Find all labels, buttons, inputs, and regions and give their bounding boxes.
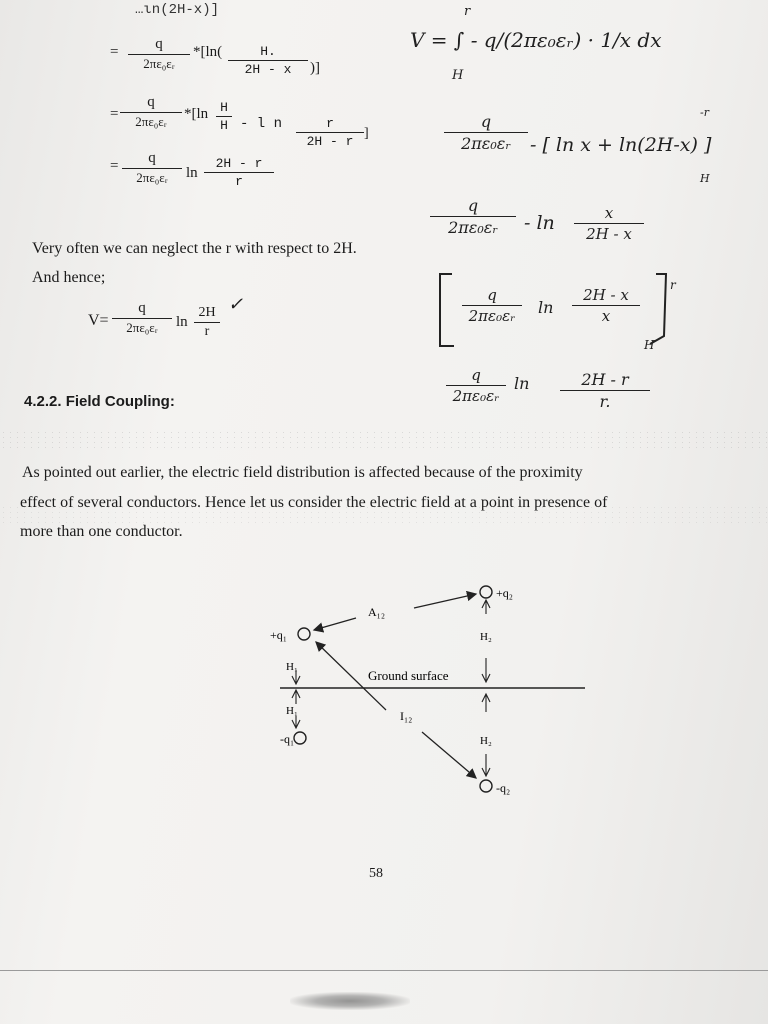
fraction-bar xyxy=(122,168,182,169)
paragraph-line-1: As pointed out earlier, the electric field distribution is affected because of the proximity xyxy=(22,464,583,481)
conductor-2-positive xyxy=(480,586,492,598)
i12-lower-arrow xyxy=(422,732,476,778)
fraction-bar xyxy=(444,132,528,133)
equation-1-coefficient-numerator: q xyxy=(155,36,163,52)
equation-3-coefficient-numerator: q xyxy=(148,150,156,166)
equation-2-equals: = xyxy=(110,106,119,122)
handwritten-step-3-argument xyxy=(572,286,640,325)
h1-bottom-arrow-down-icon xyxy=(292,716,300,728)
a12-left-arrow xyxy=(314,618,356,630)
handwritten-step-4-argument xyxy=(560,370,650,411)
final-equation-argument-denominator: r xyxy=(204,324,210,339)
fraction-bar xyxy=(446,385,506,386)
equation-1-coefficient-denominator: 2πε₀εᵣ xyxy=(143,56,175,71)
handwritten-step-1-coefficient xyxy=(444,112,528,153)
h2-top-arrow-up-icon xyxy=(482,600,490,614)
h2-top-label: H₂ xyxy=(480,631,492,643)
equation-2-minus-ln: - l n xyxy=(240,116,283,132)
conductor-2-positive-label: +q₂ xyxy=(496,586,513,600)
left-bracket xyxy=(440,274,454,346)
equation-2-r-denominator: 2H - r xyxy=(306,134,354,149)
handwritten-step-4-numerator: q xyxy=(471,366,481,384)
equation-2-r-fraction xyxy=(296,116,364,149)
final-equation-coefficient-numerator: q xyxy=(138,300,146,316)
handwritten-step-4-argument-denominator: r. xyxy=(599,392,611,411)
fraction-bar xyxy=(128,54,190,55)
handwritten-step-1-bracket: - [ ln x + ln(2H-x) ] xyxy=(530,134,712,156)
equation-2-coefficient-denominator: 2πε₀εᵣ xyxy=(135,114,167,129)
handwritten-integral-upper-limit: r xyxy=(464,4,471,19)
handwritten-step-3-argument-denominator: x xyxy=(601,307,611,325)
h2-bottom-label: H₂ xyxy=(480,735,492,747)
handwritten-step-2-denominator: 2πε₀εᵣ xyxy=(448,218,498,237)
section-heading: 4.2.2. Field Coupling: xyxy=(24,393,175,410)
fraction-bar xyxy=(560,390,650,391)
handwritten-integral: V = ∫ - q/(2πε₀εᵣ) · 1/x dx xyxy=(410,28,662,52)
handwritten-step-3-ln: ln xyxy=(538,298,554,317)
equation-2-h-fraction xyxy=(216,100,232,133)
fraction-bar xyxy=(204,172,274,173)
equation-3-coefficient xyxy=(122,150,182,186)
field-coupling-diagram xyxy=(240,578,600,808)
paragraph-line-2: effect of several conductors. Hence let us consider the electric field at a point in presence of xyxy=(20,494,608,511)
equation-1-equals: = xyxy=(110,44,119,60)
fraction-bar xyxy=(574,223,644,224)
conductor-1-positive-label: +q₁ xyxy=(270,628,287,642)
equation-3-equals: = xyxy=(110,158,119,174)
h1-bottom-arrow-up-icon xyxy=(292,690,300,704)
equation-2-coefficient-numerator: q xyxy=(147,94,155,110)
conductor-2-negative-label: -q₂ xyxy=(496,781,511,795)
handwritten-step-4-denominator: 2πε₀εᵣ xyxy=(452,387,500,405)
final-equation-argument-numerator: 2H xyxy=(198,305,216,320)
handwritten-step-2-ln: - ln xyxy=(524,212,555,234)
final-equation-coefficient-denominator: 2πε₀εᵣ xyxy=(126,320,158,335)
fraction-bar xyxy=(228,60,308,61)
scan-footer-line xyxy=(0,970,768,971)
h1-bottom-label: H₁ xyxy=(286,705,298,717)
h1-top-label: H₁ xyxy=(286,661,298,673)
handwritten-step-4-coefficient xyxy=(446,366,506,405)
equation-3-coefficient-denominator: 2πε₀εᵣ xyxy=(136,170,168,185)
a12-label: A₁₂ xyxy=(368,605,386,619)
final-equation-coefficient xyxy=(112,300,172,336)
equation-3-argument-denominator: r xyxy=(235,174,243,189)
handwritten-step-4-argument-numerator: 2H - r xyxy=(581,370,629,389)
scan-smudge xyxy=(290,992,410,1010)
h2-bottom-arrow-down-icon xyxy=(482,754,490,776)
handwritten-step-1-lower-limit: H xyxy=(700,172,710,185)
scan-noise xyxy=(0,430,768,448)
fraction-bar xyxy=(462,305,522,306)
h2-top-arrow-down-icon xyxy=(482,658,490,682)
equation-2-coefficient xyxy=(120,94,182,130)
handwritten-step-2-argument-numerator: x xyxy=(604,204,614,222)
conductor-2-negative xyxy=(480,780,492,792)
page-number: 58 xyxy=(369,866,383,881)
equation-3-ln: ln xyxy=(186,165,198,181)
handwritten-step-3-denominator: 2πε₀εᵣ xyxy=(468,307,516,325)
fraction-bar xyxy=(430,216,516,217)
conductor-1-negative xyxy=(294,732,306,744)
equation-1-body: *[ln( xyxy=(193,44,223,60)
fraction-bar xyxy=(296,132,364,133)
handwritten-step-2-argument xyxy=(574,204,644,243)
equation-2-r-numerator: r xyxy=(326,116,334,131)
fraction-bar xyxy=(572,305,640,306)
body-line-1: Very often we can neglect the r with respect to 2H. xyxy=(32,240,357,257)
handwritten-step-3-upper-limit: r xyxy=(670,278,676,292)
fraction-bar xyxy=(194,322,220,323)
final-equation-ln: ln xyxy=(176,314,188,330)
handwritten-step-1-upper-limit: -r xyxy=(700,106,709,119)
paragraph-line-3: more than one conductor. xyxy=(20,523,183,540)
handwritten-step-3-lower-limit: H xyxy=(644,338,655,352)
fraction-bar xyxy=(112,318,172,319)
equation-2-close: ] xyxy=(364,126,369,141)
right-bracket xyxy=(650,274,666,344)
handwritten-step-2-argument-denominator: 2H - x xyxy=(586,225,632,243)
handwritten-step-1-numerator: q xyxy=(480,112,492,131)
equation-3-argument xyxy=(204,156,274,189)
handwritten-step-3-numerator: q xyxy=(487,286,497,304)
equation-2-h-denominator: H xyxy=(220,118,228,133)
equation-1-close: )] xyxy=(310,60,320,76)
top-partial-equation: …ιn(2H-x)] xyxy=(135,2,220,18)
equation-3-argument-numerator: 2H - r xyxy=(215,156,263,171)
handwritten-check-mark: ✓ xyxy=(228,294,244,315)
h2-bottom-arrow-up-icon xyxy=(482,694,490,712)
conductor-1-positive xyxy=(298,628,310,640)
handwritten-integral-lower-limit: H xyxy=(452,68,464,83)
handwritten-step-2-numerator: q xyxy=(467,196,479,215)
handwritten-step-3-argument-numerator: 2H - x xyxy=(583,286,629,304)
equation-2-h-numerator: H xyxy=(220,100,228,115)
handwritten-step-2-coefficient xyxy=(430,196,516,237)
handwritten-step-3-coefficient xyxy=(462,286,522,325)
body-line-2: And hence; xyxy=(32,269,106,286)
ground-surface-label: Ground surface xyxy=(368,668,449,683)
handwritten-step-4-ln: ln xyxy=(514,374,530,393)
final-equation-argument xyxy=(194,305,220,340)
equation-1-coefficient xyxy=(128,36,190,72)
conductor-1-negative-label: -q₁ xyxy=(280,732,295,746)
fraction-bar xyxy=(120,112,182,113)
fraction-bar xyxy=(216,116,232,117)
equation-2-body: *[ln xyxy=(184,106,209,122)
i12-label: I₁₂ xyxy=(400,709,413,723)
handwritten-step-1-denominator: 2πε₀εᵣ xyxy=(461,134,511,153)
final-equation-lhs: V= xyxy=(88,312,109,329)
equation-1-inner-fraction xyxy=(228,44,308,77)
a12-right-arrow xyxy=(414,594,476,608)
equation-1-inner-numerator: H. xyxy=(260,44,276,59)
equation-1-inner-denominator: 2H - x xyxy=(244,62,292,77)
